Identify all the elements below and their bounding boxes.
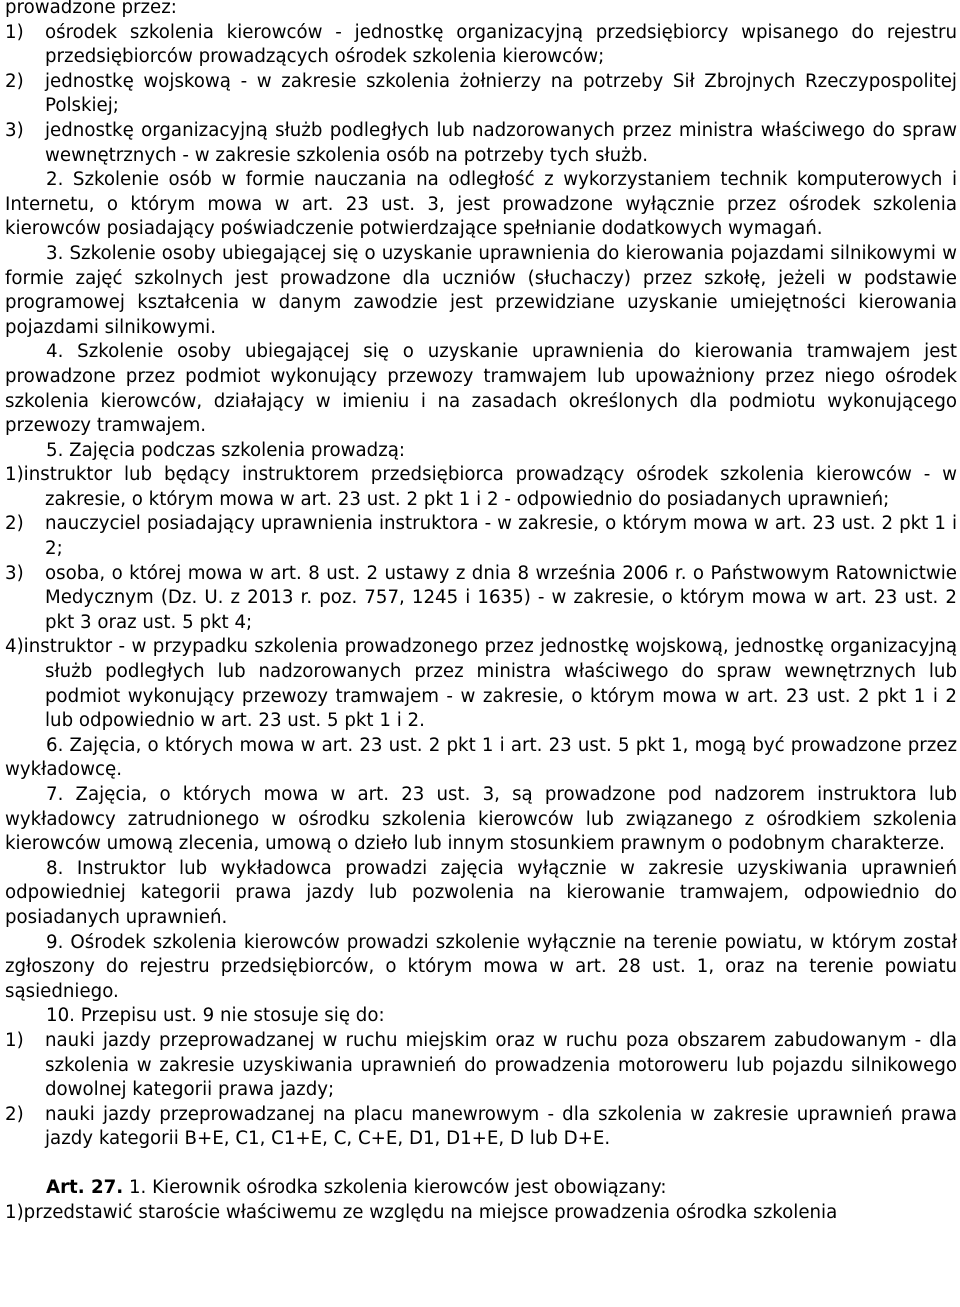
list-text: jednostkę wojskową - w zakresie szkolenia żołnierzy na potrzeby Sił Zbrojnych Rzeczypospolitej Polskiej; <box>45 70 957 117</box>
list-item <box>5 21 957 70</box>
list-number: 3) <box>5 562 24 584</box>
document-page <box>5 0 957 1225</box>
article-text: 1. Kierownik ośrodka szkolenia kierowców jest obowiązany: <box>123 1176 667 1198</box>
list-text: ośrodek szkolenia kierowców - jednostkę organizacyjną przedsiębiorcy wpisanego do rejestru przedsiębiorców prowadzących ośrodek szkolenia kierowców; <box>45 21 957 68</box>
list-number: 2) <box>5 70 24 92</box>
list-item: 4)instruktor - w przypadku szkolenia prowadzonego przez jednostkę wojskową, jednostkę organizacyjną służb podległych lub nadzorowanych przez ministra właściwego do spraw wewnętrznych lub podmiot wykonujący przewozy tramwajem - w zakresie, o którym mowa w art. 23 ust. 2 pkt 1 i 2 lub odpowiednio w art. 23 ust. 5 pkt 1 i 2. <box>5 636 957 732</box>
list-text: nauczyciel posiadający uprawnienia instruktora - w zakresie, o którym mowa w art. 23 ust. 2 pkt 1 i 2; <box>45 513 957 560</box>
paragraph-6: 6. Zajęcia, o których mowa w art. 23 ust. 2 pkt 1 i art. 23 ust. 5 pkt 1, mogą być prowadzone przez wykładowcę. <box>5 734 957 781</box>
list-number: 3) <box>5 119 24 141</box>
list-text: nauki jazdy przeprowadzanej w ruchu miejskim oraz w ruchu poza obszarem zabudowanym - dla szkolenia w zakresie uzyskiwania uprawnień do prowadzenia motoroweru lub pojazdu silnikowego dowolnej kategorii prawa jazdy; <box>45 1029 957 1101</box>
list-text: osoba, o której mowa w art. 8 ust. 2 ustawy z dnia 8 września 2006 r. o Państwowym Ratownictwie Medycznym (Dz. U. z 2013 r. poz. 757, 1245 i 1635) - w zakresie, o którym mowa w art. 23 ust. 2 pkt 3 oraz ust. 5 pkt 4; <box>45 562 957 633</box>
list-number: 1) <box>5 21 24 43</box>
list-item <box>5 119 957 168</box>
list-item <box>5 562 957 636</box>
paragraph-5: 5. Zajęcia podczas szkolenia prowadzą: <box>46 439 406 461</box>
paragraph-9: 9. Ośrodek szkolenia kierowców prowadzi szkolenie wyłącznie na terenie powiatu, w którym został zgłoszony do rejestru przedsiębiorców, o którym mowa w art. 28 ust. 1, oraz na terenie powiatu sąsiedniego. <box>5 931 957 1002</box>
article-label: Art. 27. <box>46 1176 124 1198</box>
paragraph-8: 8. Instruktor lub wykładowca prowadzi zajęcia wyłącznie w zakresie uzyskiwania uprawnień odpowiedniej kategorii prawa jazdy lub pozwolenia na kierowanie tramwajem, odpowiednio do posiadanych uprawnień. <box>5 857 957 928</box>
paragraph-2: 2. Szkolenie osób w formie nauczania na odległość z wykorzystaniem technik komputerowych i Internetu, o którym mowa w art. 23 ust. 3, jest prowadzone wyłącznie przez ośrodek szkolenia kierowców posiadający poświadczenie potwierdzające spełnianie dodatkowych wymagań. <box>5 169 957 240</box>
paragraph-3: 3. Szkolenie osoby ubiegającej się o uzyskanie uprawnienia do kierowania pojazdami silnikowymi w formie zajęć szkolnych jest prowadzone dla uczniów (słuchaczy) przez szkołę, jeżeli w podstawie programowej kształcenia w danym zawodzie jest przewidziane uzyskanie umiejętności kierowania pojazdami silnikowymi. <box>5 242 957 338</box>
paragraph-4: 4. Szkolenie osoby ubiegającej się o uzyskanie uprawnienia do kierowania tramwajem jest prowadzone przez podmiot wykonujący przewozy tramwajem lub upoważniony przez niego ośrodek szkolenia kierowców, działający w imieniu i na zasadach określonych dla podmiotu wykonującego przewozy tramwajem. <box>5 341 957 437</box>
article-heading <box>5 1176 957 1201</box>
paragraph-10: 10. Przepisu ust. 9 nie stosuje się do: <box>46 1005 385 1027</box>
last-line: 1)przedstawić staroście właściwemu ze względu na miejsce prowadzenia ośrodka szkolenia <box>5 1201 838 1223</box>
list-number: 2) <box>5 1103 24 1125</box>
list-item: 1)instruktor lub będący instruktorem przedsiębiorca prowadzący ośrodek szkolenia kierowców - w zakresie, o którym mowa w art. 23 ust. 2 pkt 1 i 2 - odpowiednio do posiadanych uprawnień; <box>5 464 957 510</box>
list-text: jednostkę organizacyjną służb podległych lub nadzorowanych przez ministra właściwego do spraw wewnętrznych - w zakresie szkolenia osób na potrzeby tych służb. <box>45 119 957 166</box>
intro-line: prowadzone przez: <box>5 0 177 18</box>
list-item <box>5 512 957 561</box>
list-text: nauki jazdy przeprowadzanej na placu manewrowym - dla szkolenia w zakresie uprawnień prawa jazdy kategorii B+E, C1, C1+E, C, C+E, D1, D1+E, D lub D+E. <box>45 1103 957 1150</box>
list-item <box>5 70 957 119</box>
list-item <box>5 1103 957 1152</box>
paragraph-7: 7. Zajęcia, o których mowa w art. 23 ust. 3, są prowadzone pod nadzorem instruktora lub wykładowcy zatrudnionego w ośrodku szkolenia kierowców lub związanego z ośrodkiem szkolenia kierowców umową zlecenia, umową o dzieło lub innym stosunkiem prawnym o podobnym charakterze. <box>5 784 957 855</box>
spacer <box>5 1152 957 1176</box>
list-number: 1) <box>5 1029 24 1051</box>
list-item <box>5 1029 957 1103</box>
list-number: 2) <box>5 513 24 535</box>
